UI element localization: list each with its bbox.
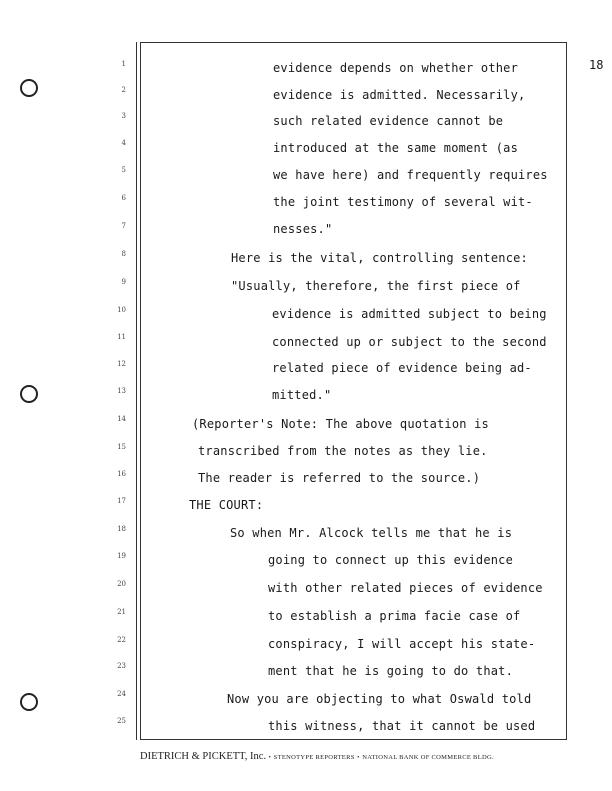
footer-separator: • xyxy=(357,754,360,761)
line-number: 6 xyxy=(121,194,126,202)
reporter-footer xyxy=(140,751,570,762)
transcript-line: connected up or subject to the second xyxy=(272,335,547,349)
line-number: 23 xyxy=(117,662,126,670)
line-number: 15 xyxy=(117,443,126,451)
line-number: 19 xyxy=(117,552,126,560)
transcript-line: evidence depends on whether other xyxy=(273,61,519,75)
transcript-line: the joint testimony of several wit- xyxy=(273,195,533,209)
binder-hole-top xyxy=(20,79,38,97)
line-number: 2 xyxy=(121,86,126,94)
transcript-line: Here is the vital, controlling sentence: xyxy=(231,251,528,265)
transcript-line: THE COURT: xyxy=(189,498,264,512)
line-number: 10 xyxy=(117,306,126,314)
transcript-line: (Reporter's Note: The above quotation is xyxy=(192,417,489,431)
line-number: 11 xyxy=(117,333,126,341)
transcript-line: going to connect up this evidence xyxy=(268,553,514,567)
line-number: 9 xyxy=(121,278,126,286)
line-number: 20 xyxy=(117,580,126,588)
line-number: 12 xyxy=(117,360,126,368)
transcript-line: with other related pieces of evidence xyxy=(268,581,543,595)
transcript-line: transcribed from the notes as they lie. xyxy=(198,444,488,458)
transcript-line: The reader is referred to the source.) xyxy=(198,471,481,485)
firm-name: DIETRICH & PICKETT, Inc. xyxy=(140,751,267,762)
line-number: 16 xyxy=(117,470,126,478)
line-number: 8 xyxy=(121,250,126,258)
line-number: 18 xyxy=(117,525,126,533)
line-number: 4 xyxy=(121,139,126,147)
transcript-line: mitted." xyxy=(272,388,332,402)
transcript-line: Now you are objecting to what Oswald told xyxy=(227,692,532,706)
line-number: 17 xyxy=(117,497,126,505)
transcript-line: evidence is admitted. Necessarily, xyxy=(273,88,526,102)
transcript-line: to establish a prima facie case of xyxy=(268,609,521,623)
transcript-line: "Usually, therefore, the first piece of xyxy=(231,279,521,293)
transcript-line: introduced at the same moment (as xyxy=(273,141,519,155)
line-number: 5 xyxy=(121,166,126,174)
line-number: 1 xyxy=(121,60,126,68)
transcript-line: ment that he is going to do that. xyxy=(268,664,514,678)
firm-address: NATIONAL BANK OF COMMERCE BLDG. xyxy=(362,754,494,761)
transcript-line: we have here) and frequently requires xyxy=(273,168,548,182)
transcript-line: related piece of evidence being ad- xyxy=(272,361,532,375)
binder-hole-middle xyxy=(20,385,38,403)
line-number: 13 xyxy=(117,387,126,395)
transcript-line: So when Mr. Alcock tells me that he is xyxy=(230,526,513,540)
line-number: 7 xyxy=(121,222,126,230)
binder-hole-bottom xyxy=(20,693,38,711)
line-number: 24 xyxy=(117,690,126,698)
line-number: 14 xyxy=(117,415,126,423)
transcript-line: this witness, that it cannot be used xyxy=(268,719,536,733)
transcript-line: conspiracy, I will accept his state- xyxy=(268,637,536,651)
line-number: 3 xyxy=(121,112,126,120)
line-number: 22 xyxy=(117,636,126,644)
footer-separator: • xyxy=(268,754,272,761)
margin-rule xyxy=(136,42,137,740)
firm-service: STENOTYPE REPORTERS xyxy=(273,754,355,761)
page-number: 18 xyxy=(589,58,604,72)
line-number: 25 xyxy=(117,717,126,725)
transcript-line: evidence is admitted subject to being xyxy=(272,307,547,321)
line-number: 21 xyxy=(117,608,126,616)
transcript-line: nesses." xyxy=(273,222,333,236)
transcript-line: such related evidence cannot be xyxy=(273,114,504,128)
